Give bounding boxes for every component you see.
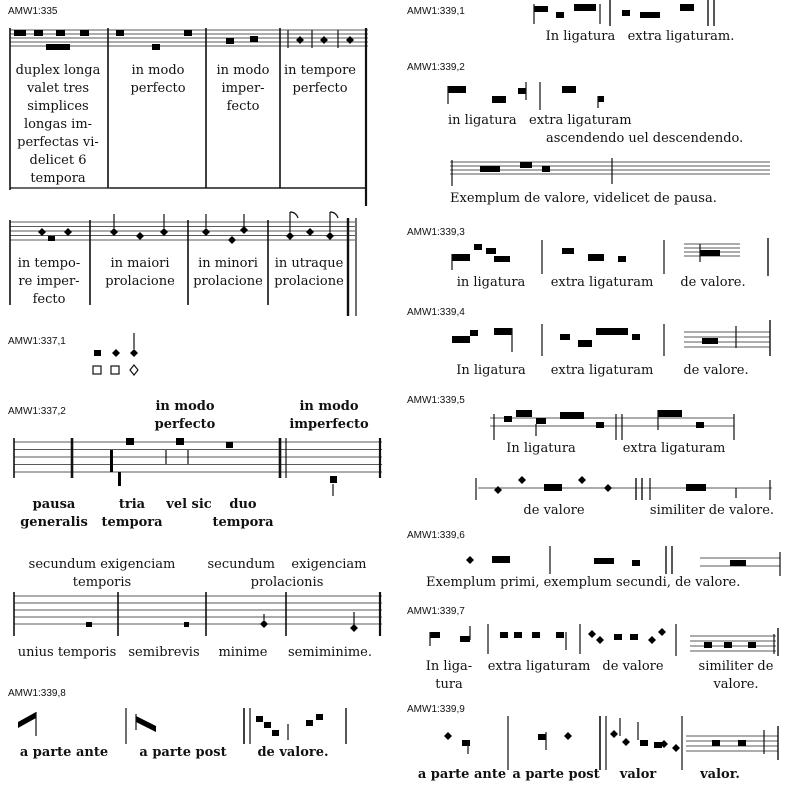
caption-utraque-prolacione: in utraque prolacione (274, 256, 344, 289)
note-head (486, 248, 496, 254)
note-head (686, 484, 706, 491)
note-head (452, 254, 470, 261)
caption-a-parte-ante: a parte ante (19, 745, 109, 760)
example-label: AMW1:339,3 (407, 227, 465, 238)
note-head (448, 86, 466, 93)
note-head (520, 162, 532, 168)
note-head (544, 484, 562, 491)
note-head (444, 732, 452, 740)
note-head (562, 248, 574, 254)
note-head (630, 634, 638, 640)
header-modo-imperfecto: in modo imperfecto (289, 399, 369, 432)
note-head (730, 560, 746, 566)
note-head (658, 410, 682, 417)
note-head (264, 722, 271, 728)
note-head (86, 622, 92, 627)
note-head (64, 228, 72, 236)
caption-in-ligatura: in ligatura extra ligaturam (448, 113, 632, 128)
caption-de-valore: de valore (602, 659, 664, 674)
note-head (492, 556, 510, 563)
note-head (632, 334, 640, 340)
note-head (578, 340, 592, 347)
note-head (136, 232, 144, 240)
note-head (48, 236, 55, 241)
note-head-void (111, 366, 119, 374)
caption-unius-temporis: unius temporis (17, 645, 117, 660)
note-head (320, 36, 328, 44)
note-head (130, 349, 138, 357)
note-head (286, 232, 294, 240)
note-head (112, 349, 120, 357)
caption-duo-tempora: duo tempora (212, 497, 274, 530)
note-head (588, 630, 596, 638)
note-head (560, 412, 584, 419)
note-head (640, 740, 648, 746)
note-head (632, 560, 640, 566)
note-head (46, 44, 70, 50)
note-head (256, 716, 263, 722)
caption-valor: valor. (700, 767, 740, 782)
note-head (622, 10, 630, 16)
caption-de-valore: de valore. (680, 275, 746, 290)
note-head (518, 476, 526, 484)
note-head (80, 30, 89, 36)
note-head (494, 328, 512, 335)
note-head (56, 30, 65, 36)
note-head (460, 636, 470, 642)
note-head (184, 30, 192, 36)
caption-in-ligatura: In ligatura (506, 441, 576, 456)
note-head (452, 336, 470, 343)
note-head (184, 622, 189, 627)
caption-extra-ligaturam: extra ligaturam (550, 275, 654, 290)
header-modo-perfecto: in modo perfecto (154, 399, 216, 432)
ligature-stroke (136, 716, 156, 732)
note-head (226, 38, 234, 44)
note-head (110, 228, 118, 236)
caption-secundum-prolacionis: secundum exigenciam prolacionis (207, 557, 367, 590)
caption-minime: minime (218, 645, 268, 660)
example-label: AMW1:339,8 (8, 688, 66, 699)
note-head (346, 36, 354, 44)
rest-symbol (110, 450, 113, 472)
note-head (700, 250, 720, 256)
note-head (14, 30, 26, 36)
note-head (724, 642, 732, 648)
caption-minori-prolacione: in minori prolacione (193, 256, 263, 289)
example-label: AMW1:339,6 (407, 530, 465, 541)
note-head (536, 418, 546, 424)
note-head (152, 44, 160, 50)
note-head (516, 410, 532, 417)
note-head (94, 350, 101, 356)
note-head (578, 476, 586, 484)
caption-semibrevis: semibrevis (128, 645, 200, 660)
note-head (598, 96, 604, 102)
caption-de-valore: de valore. (683, 363, 749, 378)
caption-duplex-longa: duplex longa valet tres simplices longas im- perfectas vi- delicet 6 tempora (15, 63, 101, 186)
note-head (542, 166, 550, 172)
note-head (494, 486, 502, 494)
note-head (640, 12, 660, 18)
note-head (116, 30, 124, 36)
note-head (556, 632, 564, 638)
caption-modo-perfecto: in modo perfecto (130, 63, 186, 96)
note-head (596, 422, 604, 428)
note-head (160, 228, 168, 236)
example-label: AMW1:339,4 (407, 307, 465, 318)
caption-ascendendo: ascendendo uel descendendo. (546, 131, 744, 146)
note-head (38, 228, 46, 236)
note-head (738, 740, 746, 746)
note-head (532, 632, 540, 638)
note-head (226, 442, 233, 448)
note-head (518, 88, 526, 94)
caption-a-parte-post: a parte post (139, 745, 227, 760)
note-head (474, 244, 482, 250)
note-head (330, 476, 337, 483)
note-head (672, 744, 680, 752)
note-head (504, 416, 512, 422)
note-head (296, 36, 304, 44)
caption-tempore-imperfecto: in tempo- re imper- fecto (17, 256, 81, 307)
note-flag (290, 212, 298, 218)
note-head (492, 96, 506, 103)
note-head (704, 642, 712, 648)
note-head (470, 330, 478, 336)
caption-semiminime: semiminime. (287, 645, 373, 660)
note-head (696, 422, 704, 428)
caption-de-valore: de valore. (257, 745, 329, 760)
rest-symbol (118, 472, 121, 486)
note-head (614, 634, 622, 640)
caption-in-ligatura: In ligatura extra ligaturam. (545, 29, 735, 44)
caption-pausa-generalis: pausa generalis (20, 497, 88, 530)
note-head (574, 4, 596, 11)
note-head (604, 484, 612, 492)
caption-in-ligatura: In liga- tura (425, 659, 473, 692)
example-label: AMW1:339,9 (407, 704, 465, 715)
note-head (480, 166, 500, 172)
note-head (564, 732, 572, 740)
note-head (462, 740, 470, 746)
note-head (654, 742, 662, 748)
note-head (596, 328, 628, 335)
note-head (560, 334, 570, 340)
caption-extra-ligaturam: extra ligaturam (622, 441, 726, 456)
note-head (260, 620, 268, 628)
example-label: AMW1:339,5 (407, 395, 465, 406)
caption-vel-sic: vel sic (166, 497, 212, 512)
note-head (702, 338, 718, 344)
caption-exemplum-primi: Exemplum primi, exemplum secundi, de valore. (426, 575, 741, 590)
note-head (316, 714, 323, 720)
caption-a-parte-ante: a parte ante (417, 767, 507, 782)
caption-a-parte-post: a parte post (512, 767, 600, 782)
note-head (556, 12, 564, 18)
caption-tempore-perfecto: in tempore perfecto (284, 63, 356, 96)
caption-exemplum-pausa: Exemplum de valore, videlicet de pausa. (450, 191, 717, 206)
note-head (648, 636, 656, 644)
note-head-void (130, 365, 138, 375)
note-head (202, 228, 210, 236)
note-head (176, 438, 184, 445)
note-head (326, 232, 334, 240)
ligature-stroke (18, 712, 36, 728)
note-head (34, 30, 43, 36)
caption-in-ligatura: in ligatura (456, 275, 526, 290)
note-head (618, 256, 626, 262)
note-head (622, 738, 630, 746)
caption-extra-ligaturam: extra ligaturam (550, 363, 654, 378)
note-head (594, 558, 614, 564)
caption-similiter-de-valore: similiter de valore. (698, 659, 774, 692)
caption-tria-tempora: tria tempora (101, 497, 163, 530)
example-label: AMW1:335 (8, 6, 58, 17)
note-head (272, 730, 279, 736)
note-head-void (93, 366, 101, 374)
caption-similiter-de-valore: similiter de valore. (649, 503, 775, 518)
note-head (596, 636, 604, 644)
note-head (430, 632, 440, 638)
example-label: AMW1:337,2 (8, 406, 66, 417)
note-head (610, 730, 618, 738)
note-head (494, 256, 510, 262)
note-head (534, 6, 548, 12)
caption-modo-imperfecto: in modo imper- fecto (216, 63, 270, 114)
example-label: AMW1:337,1 (8, 336, 66, 347)
note-head (658, 628, 666, 636)
note-flag (330, 212, 338, 218)
caption-de-valore: de valore (523, 503, 585, 518)
note-head (562, 86, 576, 93)
note-head (250, 36, 258, 42)
note-head (306, 720, 313, 726)
example-label: AMW1:339,1 (407, 6, 465, 17)
note-head (306, 228, 314, 236)
note-head (466, 556, 474, 564)
note-head (500, 632, 508, 638)
note-head (228, 236, 236, 244)
caption-in-ligatura: In ligatura (456, 363, 526, 378)
example-label: AMW1:339,7 (407, 606, 465, 617)
note-head (712, 740, 720, 746)
note-head (588, 254, 604, 261)
note-head (538, 734, 546, 740)
note-head (514, 632, 522, 638)
caption-secundum-temporis: secundum exigenciam temporis (28, 557, 176, 590)
caption-maiori-prolacione: in maiori prolacione (105, 256, 175, 289)
caption-valor: valor (619, 767, 657, 782)
note-head (680, 4, 694, 11)
caption-extra-ligaturam: extra ligaturam (487, 659, 591, 674)
note-head (126, 438, 134, 445)
note-head (350, 624, 358, 632)
note-head (748, 642, 756, 648)
example-label: AMW1:339,2 (407, 62, 465, 73)
